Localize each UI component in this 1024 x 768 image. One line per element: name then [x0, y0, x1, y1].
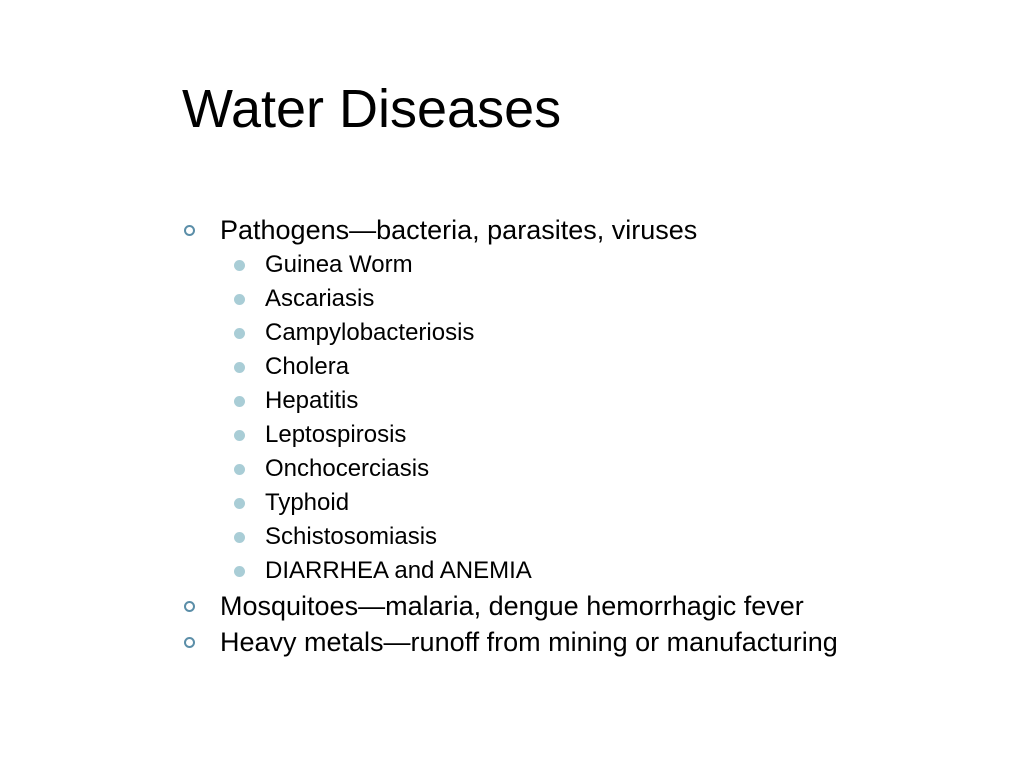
- dot-bullet-icon: [234, 396, 245, 407]
- sub-bullet-text: Cholera: [265, 353, 350, 380]
- sub-bullet-item: [182, 452, 982, 486]
- bullet-list: [182, 212, 982, 660]
- sub-bullet-text: DIARRHEA and ANEMIA: [265, 557, 532, 584]
- sub-bullet-text: Campylobacteriosis: [265, 319, 475, 346]
- dot-bullet-icon: [234, 498, 245, 509]
- ring-bullet-icon: [184, 601, 195, 612]
- bullet-text: Mosquitoes—malaria, dengue hemorrhagic fever: [220, 591, 804, 621]
- dot-bullet-icon: [234, 566, 245, 577]
- sub-bullet-item: [182, 316, 982, 350]
- sub-bullet-text: Leptospirosis: [265, 421, 407, 448]
- ring-bullet-icon: [184, 637, 195, 648]
- sub-bullet-item: [182, 418, 982, 452]
- bullet-text: Pathogens—bacteria, parasites, viruses: [220, 215, 698, 245]
- sub-bullet-item: [182, 520, 982, 554]
- dot-bullet-icon: [234, 362, 245, 373]
- sub-bullet-text: Typhoid: [265, 489, 350, 516]
- ring-bullet-icon: [184, 225, 195, 236]
- sub-bullet-text: Hepatitis: [265, 387, 359, 414]
- dot-bullet-icon: [234, 464, 245, 475]
- dot-bullet-icon: [234, 430, 245, 441]
- dot-bullet-icon: [234, 260, 245, 271]
- pathogens-sublist: [182, 248, 982, 588]
- sub-bullet-item: [182, 486, 982, 520]
- slide-title: Water Diseases: [182, 79, 562, 139]
- dot-bullet-icon: [234, 294, 245, 305]
- bullet-text: Heavy metals—runoff from mining or manufacturing: [220, 627, 838, 657]
- sub-bullet-text: Schistosomiasis: [265, 523, 438, 550]
- sub-bullet-item: [182, 282, 982, 316]
- sub-bullet-item: [182, 554, 982, 588]
- sub-bullet-text: Ascariasis: [265, 285, 375, 312]
- bullet-item-pathogens: [182, 212, 982, 248]
- sub-bullet-text: Onchocerciasis: [265, 455, 430, 482]
- bullet-item-heavy-metals: [182, 624, 982, 660]
- sub-bullet-item: [182, 248, 982, 282]
- sub-bullet-item: [182, 350, 982, 384]
- sub-bullet-item: [182, 384, 982, 418]
- sub-bullet-text: Guinea Worm: [265, 251, 413, 278]
- bullet-item-mosquitoes: [182, 588, 982, 624]
- dot-bullet-icon: [234, 328, 245, 339]
- dot-bullet-icon: [234, 532, 245, 543]
